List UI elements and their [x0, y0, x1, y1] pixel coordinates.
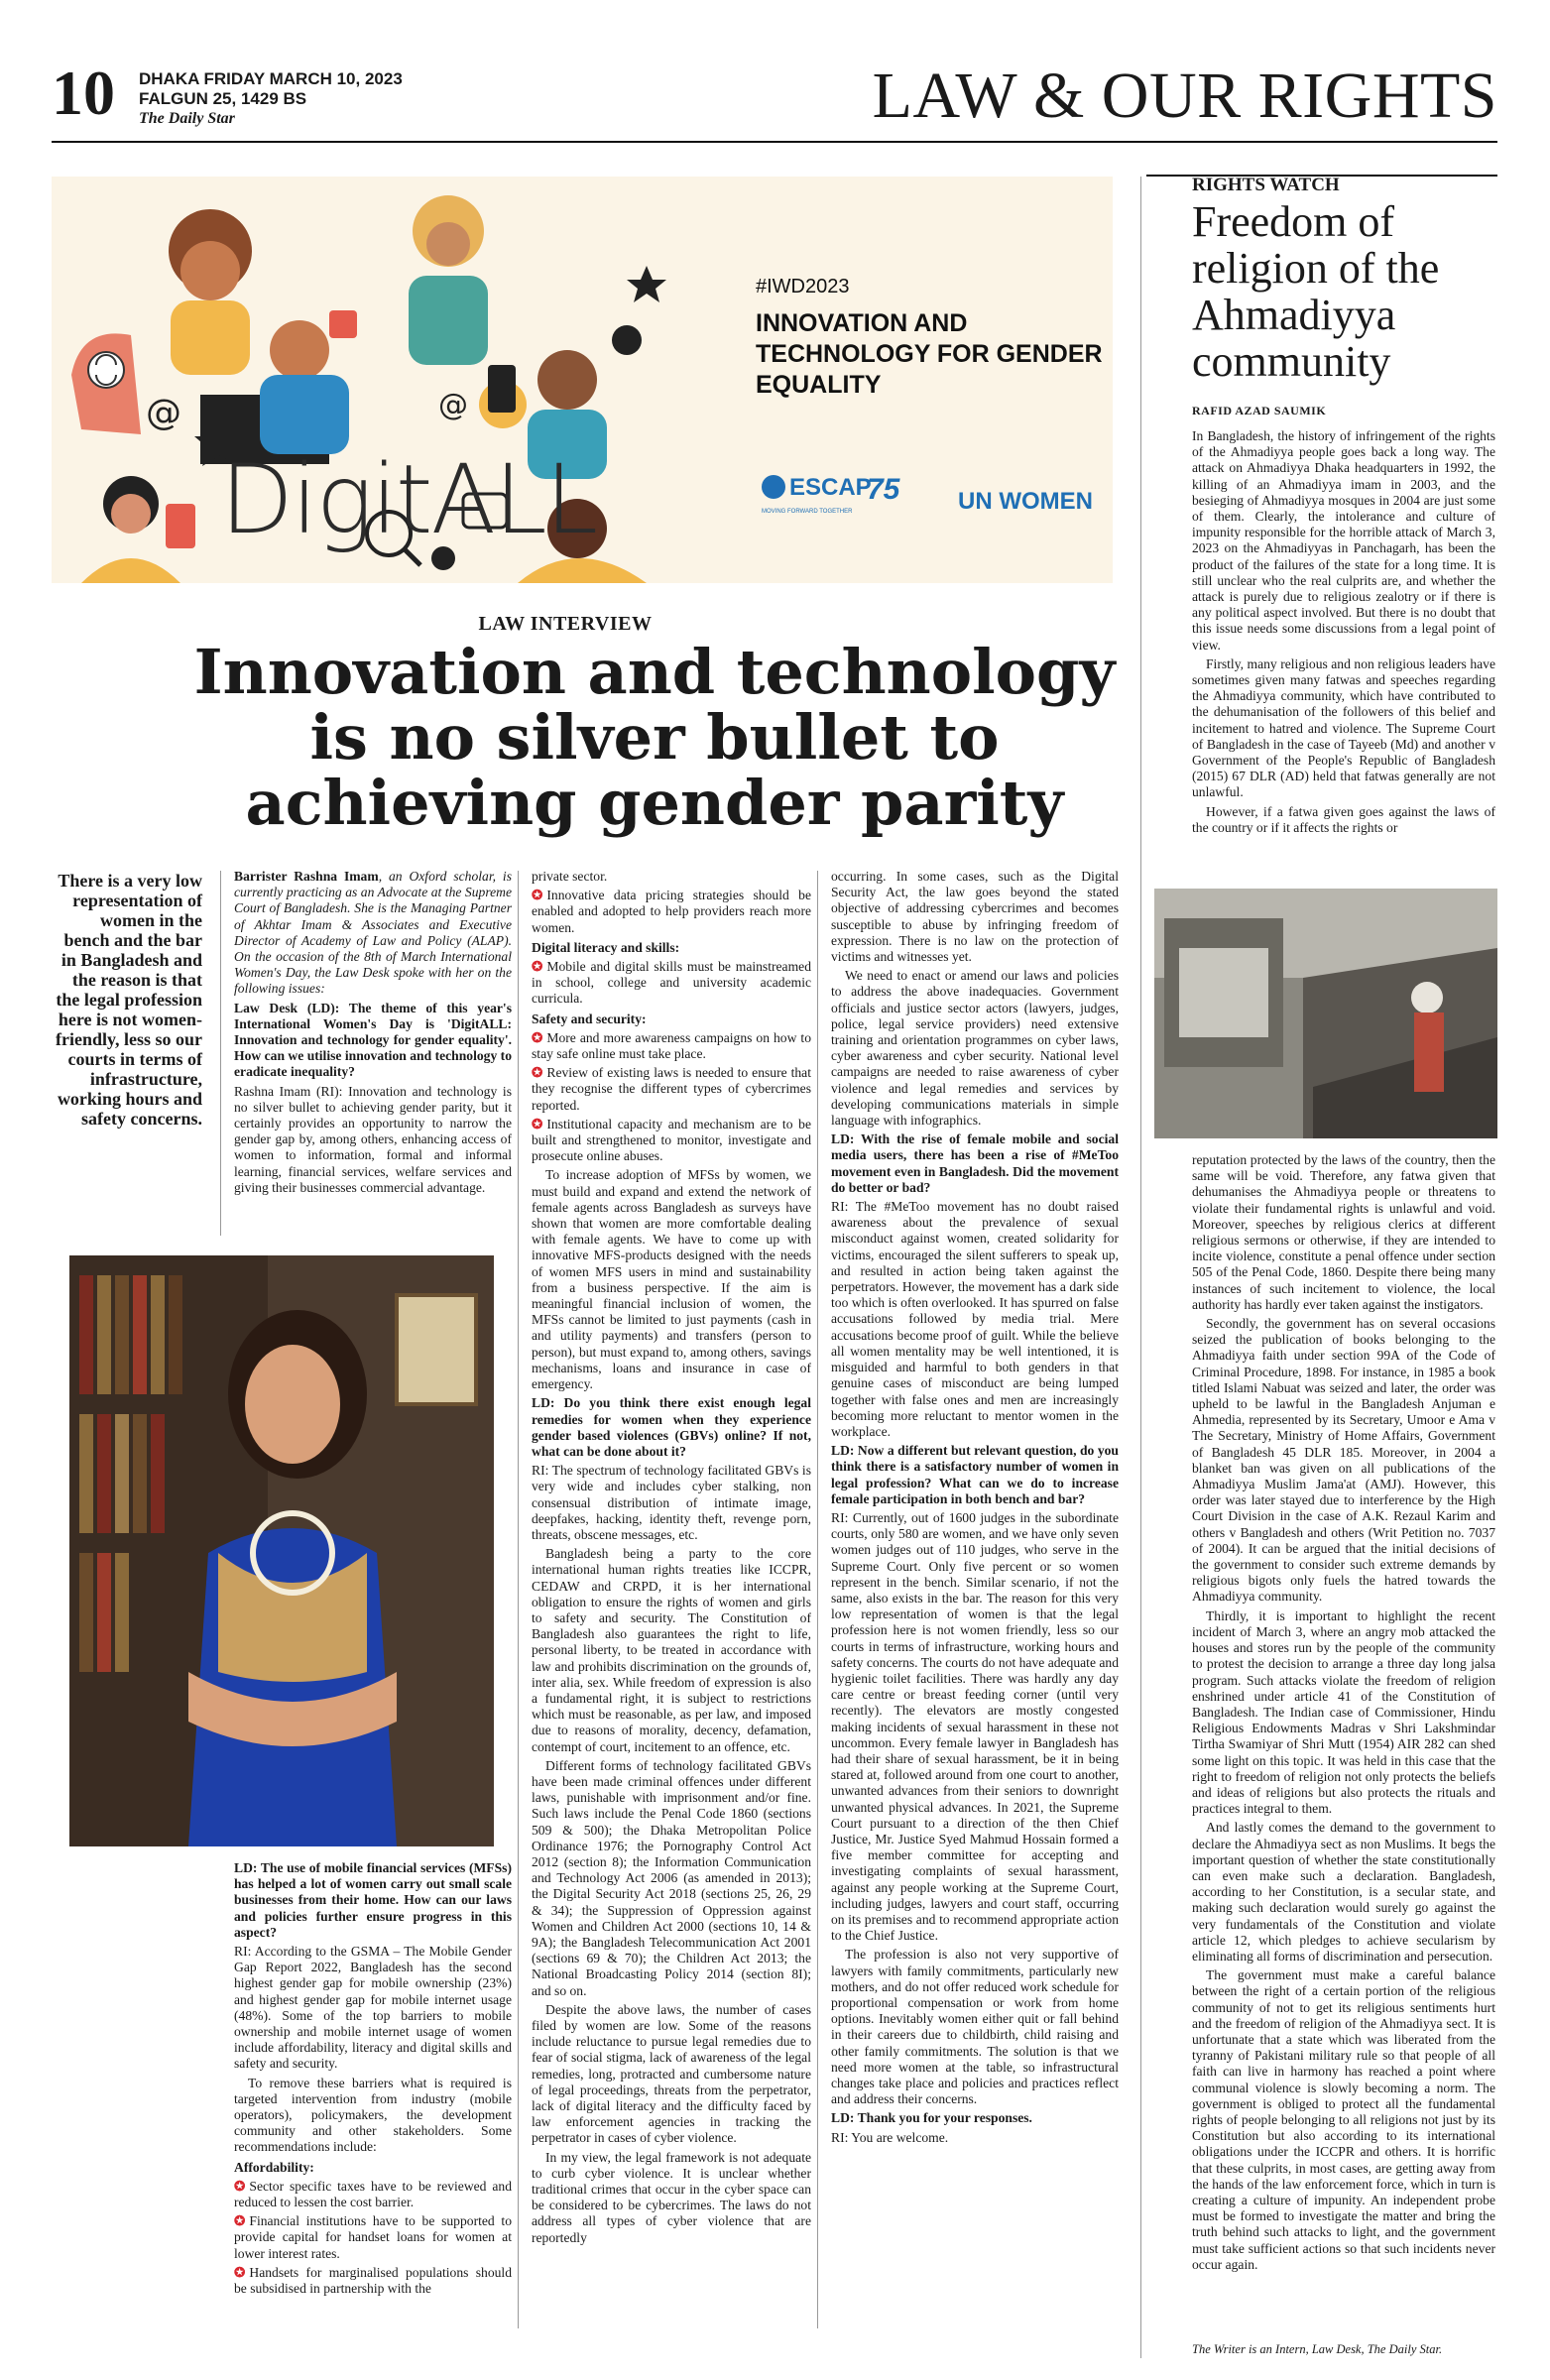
bullet-text: Sector specific taxes have to be reviewed and reduced to lessen the cost barrier. — [234, 2178, 512, 2210]
question-4: LD: With the rise of female mobile and social media users, there has been a rise of #MeToo movement even in Bangladesh. Did the movement do better or bad? — [831, 1131, 1119, 1195]
article-column-2 — [532, 869, 811, 2334]
sidebar-divider — [1140, 177, 1141, 2358]
phone-icon — [488, 365, 516, 413]
bullet-icon: ✪ — [532, 1065, 543, 1081]
answer-2: RI: According to the GSMA – The Mobile Gender Gap Report 2022, Bangladesh has the second highest gender gap for mobile ownership (23%) and highest gender gap for mobile internet usage (48%). Some of the top barriers to mobile ownership and mobile internet usage of women include affordability, literacy and digital skills and safety and security. — [234, 1944, 512, 2072]
paragraph: And lastly comes the demand to the government to declare the Ahmadiyya sect as non Muslims. It begs the important question of whether the state constitutionally can even make such a declaration. Bangladesh, according to her Constitution, is a secular state, and making such declaration would surely go against the very fundamentals of the Constitution and violate article 12, which pledges to achieve secularism by eliminating all forms of discrimination and persecution. — [1192, 1820, 1495, 1964]
article-headline: Innovation and technology is no silver bullet to achieving gender parity — [193, 636, 1116, 839]
page-number: 10 — [52, 58, 115, 128]
question-1: Law Desk (LD): The theme of this year's International Women's Day is 'DigitALL: Innovation and technology for gender equality'. How can we utilise innovation and technology to eradicate inequality? — [234, 1000, 512, 1080]
bullet-text: Handsets for marginalised populations should be subsidised in partnership with the — [234, 2264, 512, 2297]
sync-icon — [88, 352, 124, 388]
pull-quote: There is a very low representation of women in the bench and the bar in Bangladesh and the reason is that the legal profession here is not women-friendly, less so our courts in terms of infrastructure, working hours and safety concerns. — [55, 871, 202, 1129]
digital-literacy-heading: Digital literacy and skills: — [532, 939, 680, 955]
article-column-1-bottom — [234, 1860, 512, 2346]
safety-heading: Safety and security: — [532, 1011, 647, 1026]
column-divider — [817, 871, 818, 2328]
paragraph: The government must make a careful balance between the right of a certain portion of the religious community of not to get its religious sentiments hurt and the freedom of religion of the Ahmadiyya sect. It is unfortunate that a state which was liberated from the tyranny of Pakistani military rule so that people of all faith can live in harmony has reached a point where communal violence is slowly becoming a norm. The government is obliged to protect all the fundamental rights of people belonging to all religions not just by its Constitution but also according to its international obligations under the ICCPR and others. It is horrific that these culprits, in most cases, are getting away from the hands of the law enforcement force, which in turn is creating a culture of impunity. An independent probe must be formed to investigate the matter and bring the truth behind such attacks to light, and the government must take sufficient actions so that such incidents never occur again. — [1192, 1967, 1495, 2272]
unwomen-logo — [954, 459, 1113, 519]
sidebar-author-note: The Writer is an Intern, Law Desk, The Daily Star. — [1192, 2342, 1443, 2356]
escap-logo — [758, 459, 916, 519]
person-figure — [1411, 982, 1443, 1013]
paragraph: Despite the above laws, the number of cases filed by women are low. Some of the reasons include reluctance to pursue legal remedies due to fear of social stigma, lack of awareness of the legal remedies, long, protracted and cumbersome nature of legal proceedings, threats from the perpetrator, lack of digital literacy and the difficulty faced by law enforcement agencies in tracking the perpetrator in cases of cyber violence. — [532, 2001, 811, 2146]
sidebar-title: Freedom of religion of the Ahmadiyya community — [1192, 197, 1440, 386]
article-kicker: LAW INTERVIEW — [478, 613, 653, 635]
paragraph: The profession is also not very supportive of lawyers with family commitments, particularly new mothers, and do not offer reduced work schedule for proportional compensation or work from home options. Inevitably women either quit or fall behind in their careers due to childbirth, child raising and other family commitments. The solution is that we need more women at the table, so infrastructural changes take place and policies and practices reflect and address their concerns. — [831, 1947, 1119, 2107]
paragraph: reputation protected by the laws of the country, then the same will be void. Therefore, any fatwa given that dehumanises the Ahmadiyya people or threatens to violate their fundamental rights is unlawful and void. Moreover, speeches by religious clerics at different religious sermons or otherwise, if they are intended to incite violence, constitute a penal offence under section 505 of the Penal Code, 1860. Despite there being many instances of such incitement to violence, the local authority has hardly ever taken against the instigators. — [1192, 1152, 1495, 1312]
paragraph: In my view, the legal framework is not adequate to curb cyber violence. It is unclear whether traditional crimes that occur in the cyber space can be considered to be cybercrimes. The laws do not address all types of cyber violence that are reportedly — [532, 2149, 811, 2245]
paragraph: private sector. — [532, 869, 608, 884]
intro-text: , an Oxford scholar, is currently practicing as an Advocate at the Supreme Court of Bangladesh. She is the Managing Partner of Akhtar Imam & Associates and Executive Director of Academy of Law and Policy (ALAP). On the occasion of the 8th of March International Women's Day, the Law Desk spoke with her on the following issues: — [234, 869, 512, 997]
users-icon — [612, 325, 642, 355]
article-column-3 — [831, 869, 1119, 2334]
answer-2-cont: To remove these barriers what is required is targeted intervention from industry (mobile operators), policymakers, the development community and other stakeholders. Some recommendations include: — [234, 2075, 512, 2155]
figure-man-2 — [537, 350, 597, 410]
interviewee-portrait — [69, 1255, 494, 1846]
column-divider — [220, 871, 221, 1236]
bullet-icon: ✪ — [234, 2213, 246, 2229]
svg-text:@: @ — [438, 388, 468, 422]
bullet-text: Mobile and digital skills must be mainstreamed in school, college and university academic curricula. — [532, 959, 811, 1007]
bullet-text: Innovative data pricing strategies should be enabled and adopted to help providers reach more women. — [532, 888, 811, 935]
answer-4: RI: The #MeToo movement has no doubt raised awareness about the prevalence of sexual misconduct against women, created solidarity for victims, encouraged the silent sufferers to speak up, and resulted in action being taken against the perpetrators. However, the movement has a dark side too which is often overlooked. It has spurred on false accusations followed by media trial. Mere accusations become proof of guilt. While the believe all women mentality may be well intentioned, it is misguided and harmful to both genders in that genuine cases of misconduct are being lumped together with false ones and men are increasingly becoming more reluctant to mentor women in the workplace. — [831, 1199, 1119, 1439]
banner-theme: INNOVATION AND TECHNOLOGY FOR GENDER EQUALITY — [756, 309, 1103, 399]
escap-logo-number: 75 — [867, 473, 900, 506]
answer-3: RI: The spectrum of technology facilitated GBVs is very wide and includes cyber stalking, non consensual distribution of intimate image, deepfakes, hacking, identity theft, revenge porn, threats, obscene messages, etc. — [532, 1463, 811, 1542]
bullet-icon: ✪ — [532, 1116, 543, 1131]
bengali-date: FALGUN 25, 1429 BS — [139, 89, 307, 108]
question-2: LD: The use of mobile financial services (MFSs) has helped a lot of women carry out small scale businesses from their home. How can our laws and policies further ensure progress in this aspect? — [234, 1860, 512, 1940]
article-column-1-top — [234, 869, 512, 1246]
banner-hashtag: #IWD2023 — [756, 276, 850, 298]
answer-5: RI: Currently, out of 1600 judges in the subordinate courts, only 580 are women, and we have only seven women judges out of 110 judges, who serve in the Supreme Court. Only five percent or so women represent in the bench. Similar scenario, if not the same, also exists in the bar. The reason for this very low representation of women is that the legal profession here is not women friendly, less so our courts in terms of infrastructure, working hours and safety concerns. The courts do not have adequate and hygienic toilet facilities. There was hardly any day care centre or breast feeding corner (until very recently). The elevators are mostly congested making incidents of sexual harassment in these not uncommon. Every female lawyer in Bangladesh has had their share of sexual harassment, be it in being stared at, followed around from one court to another, unwanted advances from their seniors to downright unwanted physical advances. In 2021, the Supreme Court pursuant to a direction of the then Chief Justice, Mr. Justice Syed Mahmud Hossain formed a five member committee for accepting and investigating complaints of sexual harassment, against any people working at the Supreme Court, including judges, lawyers and court staff, occurring on its premises and to recommend appropriate action to the Chief Justice. — [831, 1509, 1119, 1944]
banner-title: DigitALL — [220, 444, 597, 555]
paragraph: Different forms of technology facilitated GBVs have been made criminal offences under different laws, punishable with imprisonment and/or fine. Such laws include the Penal Code 1860 (sections 509 & 500); the Dhaka Metropolitan Police Ordinance 1976; the Pornography Control Act 2012 (section 8); the Information Communication and Technology Act 2006 (as amended in 2013); the Digital Security Act 2018 (sections 25, 26, 29 & 34); the Suppression of Oppression against Women and Children Act 2000 (sections 10, 14 & 9A); the Bangladesh Telecommunication Act 2001 (sections 69 & 70); the Children Act 2013; the National Broadcasting Policy 2014 (section 8I); and so on. — [532, 1757, 811, 1998]
paragraph: However, if a fatwa given goes against the laws of the country or if it affects the rights or — [1192, 803, 1495, 835]
heart-icon — [329, 310, 357, 338]
column-divider — [518, 871, 519, 2328]
banner-theme-block — [756, 276, 1103, 401]
sidebar-byline: RAFID AZAD SAUMIK — [1192, 404, 1327, 417]
answer-6: RI: You are welcome. — [831, 2129, 949, 2145]
paragraph: In Bangladesh, the history of infringement of the rights of the Ahmadiyya people goes back a long way. The attack on Ahmadiyya Dhaka headquarters in 1992, the killing of an Ahmadiyya imam in 2003, and the besieging of Ahmadiyya mosques in 2004 are just some of them. Clearly, the intolerance and culture of impunity responsible for the horrible attack of March 3, 2023 on the Ahmadiyyas in Panchagarh, has been the product of the failures of the state for a long time. It is still unclear who the real culprits are, and whether the attack is purely due to religious zealotry or if there is any political aspect involved. But there is no doubt that this issue needs some discussions from a legal point of view. — [1192, 428, 1495, 653]
newspaper-name: The Daily Star — [139, 110, 235, 127]
escap-logo-tagline: MOVING FORWARD TOGETHER — [762, 509, 853, 515]
question-3: LD: Do you think there exist enough legal remedies for women when they experience gender based violences (GBVs) online? If not, what can be done about it? — [532, 1395, 811, 1459]
bullet-icon: ✪ — [532, 1029, 543, 1045]
section-title: LAW & OUR RIGHTS — [872, 60, 1497, 132]
unwomen-logo-text: UN WOMEN — [958, 488, 1093, 515]
bullet-icon: ✪ — [532, 959, 543, 975]
figure-man-1 — [270, 320, 329, 380]
paragraph: To increase adoption of MFSs by women, we must build and expand and extend the network of female agents across Bangladesh as surveys have shown that women are more comfortable dealing with female agents. We have to come up with innovative MFS-products designed with the needs of women MFS users in mind and sustainability from a business perspective. If the aim is meaningful financial inclusion of women, the MFSs cannot be limited to just payments (cash in and utility payments) and transfers (person to person), but must expand to, among others, savings mechanisms, loans and insurance in case of emergency. — [532, 1167, 811, 1392]
iwd-banner — [52, 177, 1113, 583]
bullet-icon: ✪ — [234, 2178, 246, 2194]
dateline — [139, 69, 403, 129]
sidebar-kicker: RIGHTS WATCH — [1192, 175, 1340, 195]
bullet-icon: ✪ — [234, 2264, 246, 2280]
bullet-text: Institutional capacity and mechanism are to be built and strengthened to monitor, investigate and prosecute online abuses. — [532, 1116, 811, 1164]
escap-logo-text: ESCAP — [789, 474, 872, 501]
bullet-icon: ✪ — [532, 888, 543, 903]
sidebar-photo — [1154, 889, 1497, 1138]
affordability-heading: Affordability: — [234, 2159, 314, 2175]
paragraph: occurring. In some cases, such as the Digital Security Act, the law goes beyond the stated objective of addressing cybercrimes and becomes susceptible to abuse by infringing freedom of expression. There is no law on the protection of victims and witnesses yet. — [831, 869, 1119, 965]
paragraph: Thirdly, it is important to highlight the recent incident of March 3, where an angry mob attacked the houses and stores run by the people of the community to protest the decision to arrange a three day long jalsa program. Such attacks violate the freedom of religion enshrined under article 41 of the Constitution of Bangladesh. The Indian case of Commissioner, Hindu Religious Endowments Madras v Shri Lakshmindar Tirtha Swamiyar of Shri Mutt (1954) AIR 282 can shed some light on this topic. It was held in this case that the right to freedom of religion not only protects the beliefs and ideas of religions but also protects the rituals and practices integral to them. — [1192, 1607, 1495, 1817]
bullet-text: Review of existing laws is needed to ensure that they recognise the different types of cybercrimes reported. — [532, 1065, 811, 1113]
at-symbol-icon: @ — [146, 393, 181, 433]
date-line: DHAKA FRIDAY MARCH 10, 2023 — [139, 69, 403, 88]
bullet-text: More and more awareness campaigns on how to stay safe online must take place. — [532, 1029, 811, 1062]
answer-1: Rashna Imam (RI): Innovation and technology is no silver bullet to achieving gender parity, but it certainly provides an opportunity to narrow the gender gap by, among others, enhancing access of women to information, formal and informal learning, financial services, welfare services and giving their businesses commercial advantage. — [234, 1083, 512, 1195]
bullet-text: Financial institutions have to be supported to provide capital for handset loans for women at lower interest rates. — [234, 2213, 512, 2261]
paragraph: Bangladesh being a party to the core international human rights treaties like ICCPR, CEDAW and CRPD, it is her international obligation to ensure the rights of women and girls to safety and security. The Constitution of Bangladesh also guarantees the right to life, personal liberty, to be treated in accordance with law and prohibits discrimination on the grounds of, inter alia, sex. While freedom of expression is also a fundamental right, it is subject to restrictions which must be reasonable, as per law, and imposed due to reasons of morality, decency, defamation, contempt of court, incitement to an offence, etc. — [532, 1546, 811, 1754]
sidebar-column-bottom — [1192, 1152, 1495, 2332]
sidebar-column-top — [1192, 428, 1495, 875]
question-5: LD: Now a different but relevant question, do you think there is a satisfactory number of women in legal profession? What can we do to increase female participation in both bench and bar? — [831, 1443, 1119, 1506]
interviewee-name: Barrister Rashna Imam — [234, 869, 379, 884]
paragraph: Firstly, many religious and non religious leaders have sometimes given many fatwas and speeches regarding the Ahmadiyya community, which have contributed to the dehumanisation of the followers of this belief and incitement to hatred and violence. The Supreme Court of Bangladesh in the case of Tayeeb (Md) and another v Government of the People's Republic of Bangladesh (2015) 67 DLR (AD) held that fatwas generally are not unlawful. — [1192, 655, 1495, 800]
masthead — [52, 58, 1497, 143]
tablet-icon — [166, 504, 195, 548]
paragraph: Secondly, the government has on several occasions seized the publication of books belonging to the Ahmadiyya faith under section 99A of the Code of Criminal Procedure, 1898. For instance, in 1985 a book titled Islami Nabuat was seized and later, the order was upheld to be lawful in the Bangladesh Anjuman e Ahmedia, represented by its Secretary, Umoor e Ama v The Secretary, Ministry of Home Affairs, Government of Bangladesh 45 DLR 185. Moreover, in 2004 a blanket ban was given on all publications of the Ahmadiyya Muslim Jama'at (AMJ). However, this order was later stayed due to interference by the High Court Division in the case of A.K. Rezaul Karim and others v Bangladesh and others (Writ Petition no. 7037 of 2004). It can be argued that the initial decisions of the government to consider such extreme demands by religious bigots only fuels the hatred towards the Ahmadiyya community. — [1192, 1316, 1495, 1605]
question-6: LD: Thank you for your responses. — [831, 2110, 1032, 2126]
paragraph: We need to enact or amend our laws and policies to address the above inadequacies. Government officials and justice sector actors (lawyers, judges, police, legal service providers) need extensive training and orientation programmes on cyber laws, cyber awareness and cyber security. National level campaigns are needed to raise awareness of cyber violence and legal remedies and services by developing communications materials in simple language with infographics. — [831, 968, 1119, 1129]
